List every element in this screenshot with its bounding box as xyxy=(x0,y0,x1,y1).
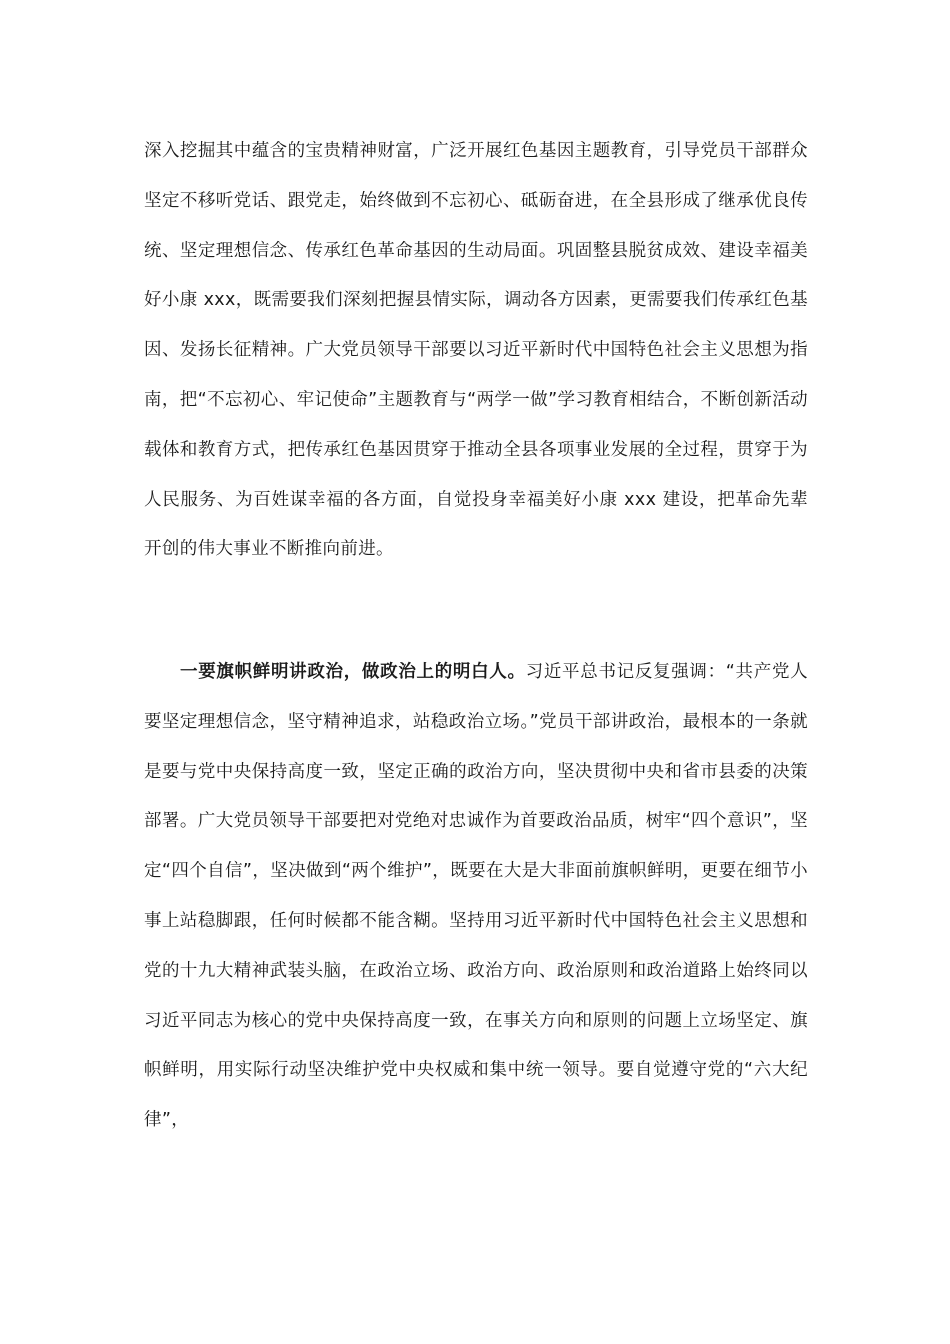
body-paragraph-politics xyxy=(144,648,808,1146)
paragraph-lead-heading: 一要旗帜鲜明讲政治，做政治上的明白人。 xyxy=(180,662,526,682)
paragraph-body-text: 习近平总书记反复强调：“共产党人要坚定理想信念，坚守精神追求，站稳政治立场。”党员干部讲政治，最根本的一条就是要与党中央保持高度一致，坚定正确的政治方向，坚决贯彻中央和省市县委的决策部署。广大党员领导干部要把对党绝对忠诚作为首要政治品质，树牢“四个意识”，坚定“四个自信”，坚决做到“两个维护”，既要在大是大非面前旗帜鲜明，更要在细节小事上站稳脚跟，任何时候都不能含糊。坚持用习近平新时代中国特色社会主义思想和党的十九大精神武装头脑，在政治立场、政治方向、政治原则和政治道路上始终同以习近平同志为核心的党中央保持高度一致，在事关方向和原则的问题上立场坚定、旗帜鲜明，用实际行动坚决维护党中央权威和集中统一领导。要自觉遵守党的“六大纪律”， xyxy=(144,662,808,1131)
body-paragraph-red-gene: 深入挖掘其中蕴含的宝贵精神财富，广泛开展红色基因主题教育，引导党员干部群众坚定不移听党话、跟党走，始终做到不忘初心、砥砺奋进，在全县形成了继承优良传统、坚定理想信念、传承红色革命基因的生动局面。巩固整县脱贫成效、建设幸福美好小康 xxx，既需要我们深刻把握县情实际，调动各方因素，更需要我们传承红色基因、发扬长征精神。广大党员领导干部要以习近平新时代中国特色社会主义思想为指南，把“不忘初心、牢记使命”主题教育与“两学一做”学习教育相结合，不断创新活动载体和教育方式，把传承红色基因贯穿于推动全县各项事业发展的全过程，贯穿于为人民服务、为百姓谋幸福的各方面，自觉投身幸福美好小康 xxx 建设，把革命先辈开创的伟大事业不断推向前进。 xyxy=(144,141,808,560)
